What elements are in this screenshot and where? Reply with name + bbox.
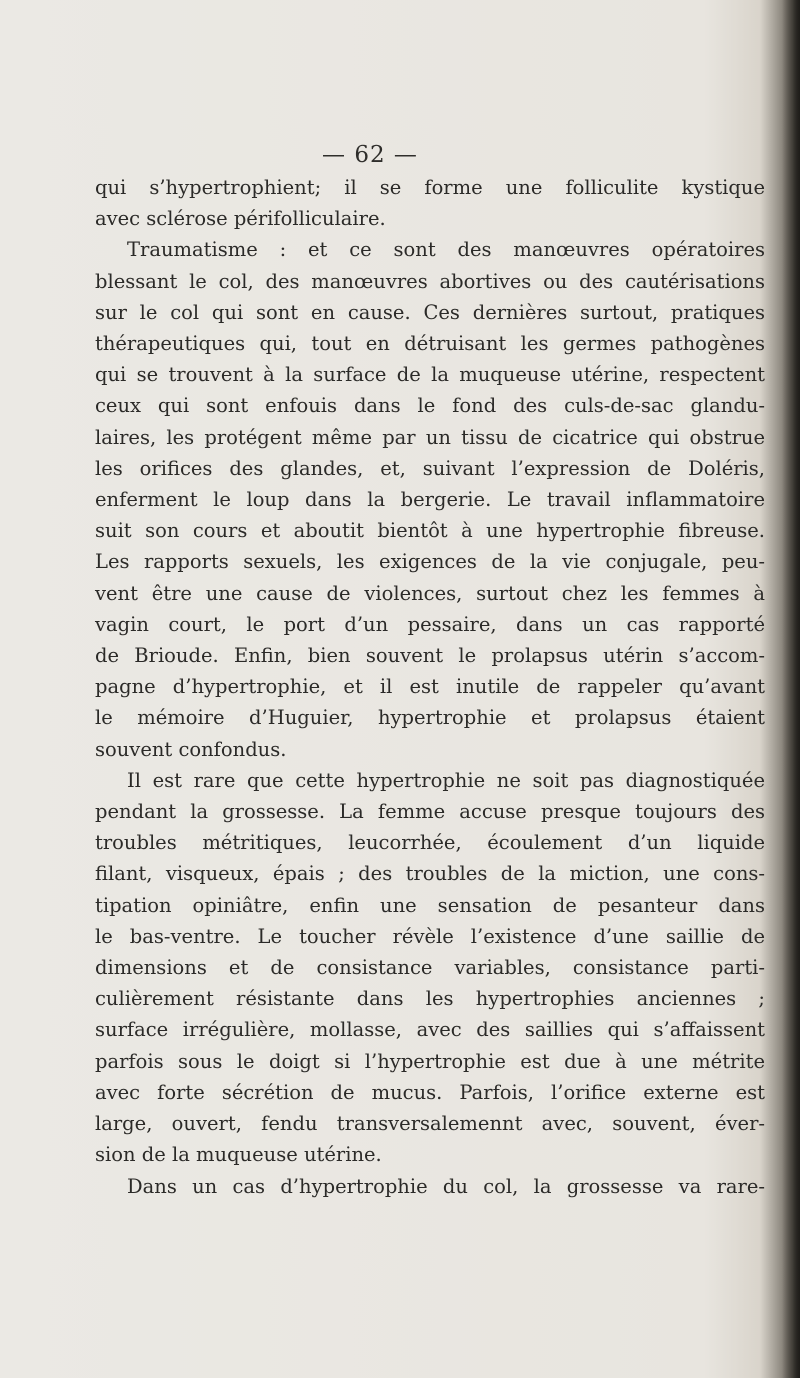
text-line: filant, visqueux, épais ; des troubles de la miction, une cons- (95, 862, 765, 886)
text-line: le mémoire d’Huguier, hypertrophie et prolapsus étaient (95, 706, 765, 730)
text-line: de Brioude. Enfin, bien souvent le prolapsus utérin s’accom- (95, 644, 765, 668)
page-number: — 62 — (322, 142, 418, 168)
paragraph-3 (95, 765, 765, 1171)
text-line: tipation opiniâtre, enfin une sensation de pesanteur dans (95, 893, 765, 917)
text-line: Dans un cas d’hypertrophie du col, la grossesse va rare- (127, 1174, 765, 1198)
text-line: vent être une cause de violences, surtout chez les femmes à (95, 581, 765, 605)
text-line: large, ouvert, fendu transversalemennt avec, souvent, éver- (95, 1112, 765, 1136)
text-line: Les rapports sexuels, les exigences de la vie conjugale, peu- (95, 550, 765, 574)
text-line: sion de la muqueuse utérine. (95, 1143, 382, 1167)
text-line: Traumatisme : et ce sont des manœuvres opératoires (127, 238, 765, 262)
text-line: surface irrégulière, mollasse, avec des saillies qui s’affaissent (95, 1018, 765, 1042)
text-line: le bas-ventre. Le toucher révèle l’existence d’une saillie de (95, 924, 765, 948)
text-line: culièrement résistante dans les hypertrophies anciennes ; (95, 987, 765, 1011)
body-text (95, 172, 765, 1202)
paragraph-2 (95, 234, 765, 764)
text-line: parfois sous le doigt si l’hypertrophie est due à une métrite (95, 1049, 765, 1073)
text-line: sur le col qui sont en cause. Ces dernières surtout, pratiques (95, 300, 765, 324)
text-line: troubles métritiques, leucorrhée, écoulement d’un liquide (95, 831, 765, 855)
text-line: laires, les protégent même par un tissu de cicatrice qui obstrue (95, 425, 765, 449)
text-line: Il est rare que cette hypertrophie ne soit pas diagnostiquée (127, 768, 765, 792)
text-line: dimensions et de consistance variables, consistance parti- (95, 956, 765, 980)
text-line: suit son cours et aboutit bientôt à une hypertrophie fibreuse. (95, 519, 765, 543)
paragraph-1 (95, 172, 765, 234)
text-line: qui se trouvent à la surface de la muqueuse utérine, respectent (95, 363, 765, 387)
text-line: souvent confondus. (95, 737, 287, 761)
paragraph-4 (95, 1171, 765, 1202)
text-line: pagne d’hypertrophie, et il est inutile de rappeler qu’avant (95, 675, 765, 699)
text-line: les orifices des glandes, et, suivant l’expression de Doléris, (95, 456, 765, 480)
text-line: avec forte sécrétion de mucus. Parfois, l’orifice externe est (95, 1080, 765, 1104)
text-line: avec sclérose périfolliculaire. (95, 207, 386, 231)
text-line: enferment le loup dans la bergerie. Le travail inflammatoire (95, 488, 765, 512)
text-line: pendant la grossesse. La femme accuse presque toujours des (95, 800, 765, 824)
text-line: thérapeutiques qui, tout en détruisant les germes pathogènes (95, 332, 765, 356)
text-line: qui s’hypertrophient; il se forme une folliculite kystique (95, 176, 765, 199)
text-line: vagin court, le port d’un pessaire, dans un cas rapporté (95, 612, 765, 636)
text-line: ceux qui sont enfouis dans le fond des culs-de-sac glandu- (95, 394, 765, 418)
page-edge-shadow (782, 0, 800, 1378)
text-line: blessant le col, des manœuvres abortives ou des cautérisations (95, 269, 765, 293)
